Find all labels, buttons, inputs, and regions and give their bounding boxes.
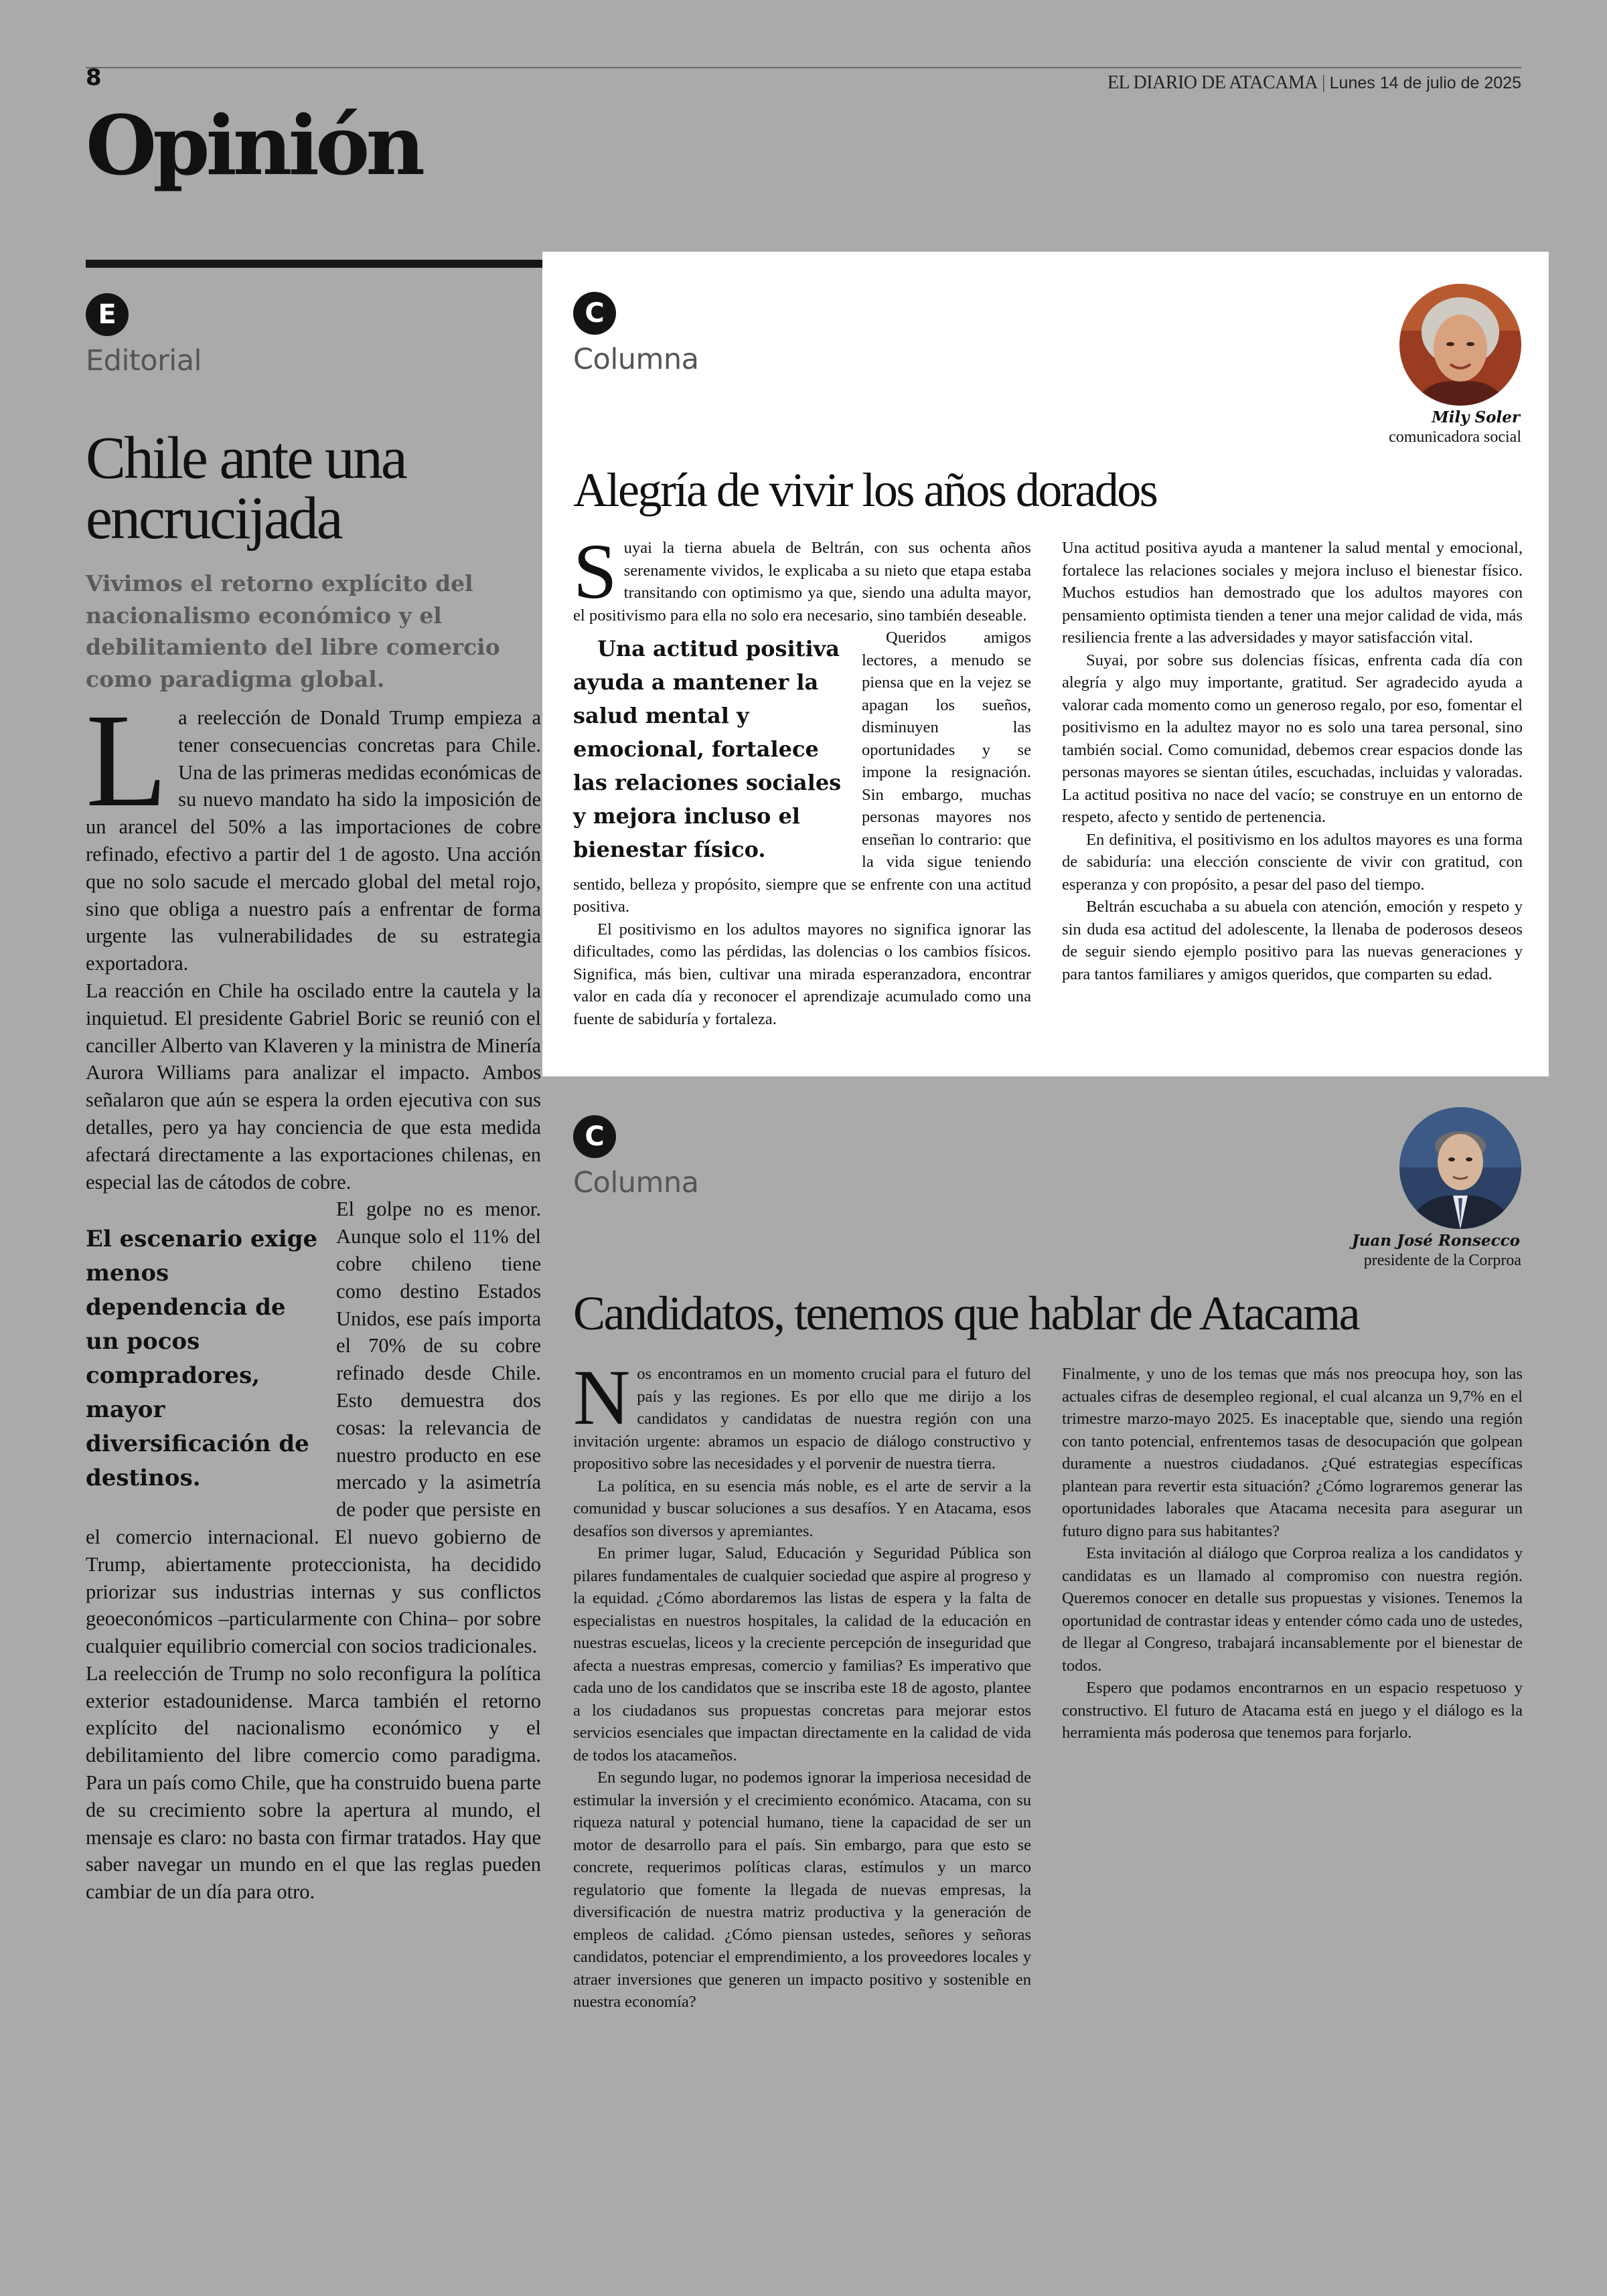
author-photo-juan-jose-ronsecco [1399,1107,1521,1229]
header-rule [86,67,1521,68]
column2-author-name: Juan José Ronsecco [1351,1232,1520,1250]
editorial-paragraph-2: La reacción en Chile ha oscilado entre la cautela y la inquietud. El presidente Gabriel Boric se reunió con el canciller Alberto van Klaveren y la ministra de Minería Aurora Williams para analizar el impacto. Ambos señalaron que aún se espera la orden ejecutiva con sus detalles, pero ya hay conciencia de que esta medida afectará directamente a las exportaciones chilenas, en especial las de cátodos de cobre. [86,979,541,1194]
column1-paragraph-3: El positivismo en los adultos mayores no significa ignorar las dificultades, como las pérdidas, las dolencias o los cambios físicos. Significa, más bien, cultivar una mirada esperanzadora, encontrar valor en cada día y reconocer el aprendizaje acumulado como una fuente de sabiduría y fortaleza. [573,920,1031,1028]
editorial-pullquote: El escenario exige menos dependencia de un pocos compradores, mayor diversificación de destinos. [86,1226,318,1492]
column2-headline: Candidatos, tenemos que hablar de Atacama [573,1287,1359,1340]
editorial-paragraph-4: La reelección de Trump no solo reconfigura la política exterior estadounidense. Marca también el retorno explícito del nacionalismo económico y el debilitamiento del libre comercio como paradigma. Para un país como Chile, que ha construido buena parte de su crecimiento sobre la apertura al mundo, el mensaje es claro: no basta con firmar tratados. Hay que saber navegar un mundo en el que las reglas pueden cambiar de un día para otro. [86,1661,541,1904]
column2-body-left [573,1354,1031,2014]
column2-paragraph-5: Finalmente, y uno de los temas que más nos preocupa hoy, son las actuales cifras de desempleo regional, el cual alcanza un 9,7% en el trimestre marzo-mayo 2025. Es inaceptable que, siendo una región con tanto potencial, enfrentemos tasas de desocupación que golpean duramente a nuestros ciudadanos. ¿Qué estrategias específicas plantean para revertir esta situación? ¿Cómo lograremos generar las oportunidades laborales que Atacama necesita para asegurar un futuro digno para sus habitantes? [1062,1365,1523,1540]
column1-author-name: Mily Soler [1432,408,1520,426]
column1-kicker: Columna [573,343,699,376]
editorial-paragraph-1: a reelección de Donald Trump empieza a tener consecuencias concretas para Chile. Una de las primeras medidas económicas de su nuevo mandato ha sido la imposición de un arancel del 50% a las importaciones de cobre refinado, efectivo a partir del 1 de agosto. Una acción que no solo sacude el mercado global del metal rojo, sino que obliga a nuestro país a enfrentar de forma urgente las vulnerabilidades de su estrategia exportadora. [86,706,541,975]
column2-body-right [1062,1363,1523,1744]
column2-paragraph-2: La política, en su esencia más noble, es el arte de servir a la comunidad y buscar soluciones a sus desafíos. Y en Atacama, esos desafíos son diversos y apremiantes. [573,1477,1031,1540]
column1-paragraph-6: En definitiva, el positivismo en los adultos mayores es una forma de sabiduría: una elección consciente de vivir con gratitud, con esperanza y con propósito, a pesar del paso del tiempo. [1062,830,1523,894]
column2-paragraph-4: En segundo lugar, no podemos ignorar la imperiosa necesidad de estimular la inversión y el crecimiento económico. Atacama, con su riqueza natural y potencial humano, tiene la capacidad de ser un motor de desarrollo para el país. Sin embargo, para que esto se concrete, requerimos políticas claras, estímulos y un marco regulatorio que fomente la llegada de nuevas empresas, la diversificación de nuestra matriz productiva y la generación de empleos de calidad. ¿Cómo piensan ustedes, señores y señoras candidatos, potenciar el emprendimiento, a los proveedores locales y atraer inversiones que generen un impacto positivo y sostenible en nuestra economía? [573,1769,1031,2011]
column2-dropcap: N [573,1354,631,1441]
column1-paragraph-5: Suyai, por sobre sus dolencias físicas, enfrenta cada día con alegría y algo muy importante, gratitud. Ser agradecido ayuda a valorar cada momento como un generoso regalo, por eso, fomentar el positivismo en la adultez mayor no es solo una tarea personal, sino también social. Como comunidad, debemos crear espacios donde las personas mayores se sientan útiles, escuchadas, incluidas y valoradas. La actitud positiva no nace del vacío; se construye en un entorno de respeto, afecto y sentido de pertenencia. [1062,651,1523,826]
column1-paragraph-4: Una actitud positiva ayuda a mantener la salud mental y emocional, fortalece las relaciones sociales y mejora incluso el bienestar físico. Muchos estudios han demostrado que los adultos mayores con pensamiento optimista tienden a tener una mejor calidad de vida, más resiliencia frente a las adversidades y mayor satisfacción vital. [1062,539,1523,647]
column1-body-left [573,527,1031,1030]
column1-paragraph-7: Beltrán escuchaba a su abuela con atención, emoción y respeto y sin duda esa actitud del adolescente, la llenaba de poderosos deseos de seguir siendo ejemplo positivo para las nuevas generaciones y para tantos familiares y amigos queridos, que comparten su edad. [1062,898,1523,983]
column2-author-role: presidente de la Corproa [1363,1252,1521,1269]
column1-body-right [1062,537,1523,985]
newspaper-name: EL DIARIO DE ATACAMA [1107,72,1318,93]
column1-paragraph-2: Queridos amigos lectores, a menudo se piensa que en la vejez se apagan los sueños, disminuyen las oportunidades y se impone la resignación. Sin embargo, muchas personas mayores nos enseñan lo contrario: que la vida sigue teniendo sentido, belleza y propósito, siempre que se enfrente con una actitud positiva. [573,629,1031,916]
editorial-kicker: Editorial [86,344,202,378]
column2-badge: C [573,1115,616,1158]
column1-pullquote: Una actitud positiva ayuda a mantener la salud mental y emocional, fortalece las relaciones sociales y mejora incluso el bienestar físico. [573,636,842,862]
author-photo-mily-soler [1399,284,1521,406]
page-number: 8 [86,64,102,91]
column1-badge: C [573,292,616,335]
column2-paragraph-6: Esta invitación al diálogo que Corproa realiza a los candidatos y candidatas es un llamado al compromiso con nuestra región. Queremos conocer en detalle sus propuestas y visiones. Tenemos la oportunidad de contrastar ideas y entender cómo cada uno de ustedes, de llegar al Congreso, trabajará incansablemente por el bienestar de todos. [1062,1544,1523,1675]
column1-author-role: comunicadora social [1389,428,1521,446]
masthead [1107,72,1521,94]
editorial-body [86,687,541,1906]
column1-paragraph-1: uyai la tierna abuela de Beltrán, con sus ochenta años serenamente vividos, le explicaba a su nieto que etapa estaba transitando con optimismo ya que, siendo una adulta mayor, el positivismo para ella no solo era necesario, sino también deseable. [573,539,1031,625]
column2-kicker: Columna [573,1166,699,1200]
editorial-deck: Vivimos el retorno explícito del nacionalismo económico y el debilitamiento del libre comercio como paradigma global. [86,570,500,692]
editorial-paragraph-3: El golpe no es menor. Aunque solo el 11% del cobre chileno tiene como destino Estados Unidos, ese país importa el 70% de su cobre refinado desde Chile. Esto demuestra dos cosas: la relevancia de nuestro producto en ese mercado y la asimetría de poder que persiste en el comercio internacional. El nuevo gobierno de Trump, abiertamente proteccionista, ha decidido priorizar sus industrias internas y sus conflictos geoeconómicos –particularmente con China– por sobre cualquier equilibrio comercial con socios tradicionales. [86,1198,541,1658]
column2-paragraph-7: Espero que podamos encontrarnos en un espacio respetuoso y constructivo. El futuro de Atacama está en juego y el diálogo es la herramienta más poderosa que tenemos para forjarlo. [1062,1679,1523,1742]
editorial-badge: E [86,293,129,336]
column1-dropcap: S [573,527,617,615]
section-title: Opinión [86,97,422,193]
column1-headline: Alegría de vivir los años dorados [573,463,1157,517]
editorial-dropcap: L [86,687,168,835]
masthead-separator: | [1322,72,1326,93]
issue-date: Lunes 14 de julio de 2025 [1329,74,1521,92]
editorial-headline: Chile ante una encrucijada [86,425,406,552]
column2-paragraph-1: os encontramos en un momento crucial para el futuro del país y las regiones. Es por ello que me dirijo a los candidatos y candidatas de nuestra región con una invitación urgente: abramos un espacio de diálogo constructivo y propositivo sobre las necesidades y el porvenir de nuestra tierra. [573,1365,1031,1473]
column2-paragraph-3: En primer lugar, Salud, Educación y Seguridad Pública son pilares fundamentales de cualquier sociedad que aspire al progreso y la equidad. ¿Cómo abordaremos las listas de espera y la falta de especialistas en nuestros hospitales, la calidad de la educación en nuestras escuelas, liceos y la creciente percepción de inseguridad que afecta a nuestras empresas, comercio y familias? Es imperativo que cada uno de los candidatos que se inscriba este 18 de agosto, plantee a los ciudadanos sus propuestas concretas para mejorar estos servicios esenciales que impactan directamente en la calidad de vida de todos los atacameños. [573,1544,1031,1765]
